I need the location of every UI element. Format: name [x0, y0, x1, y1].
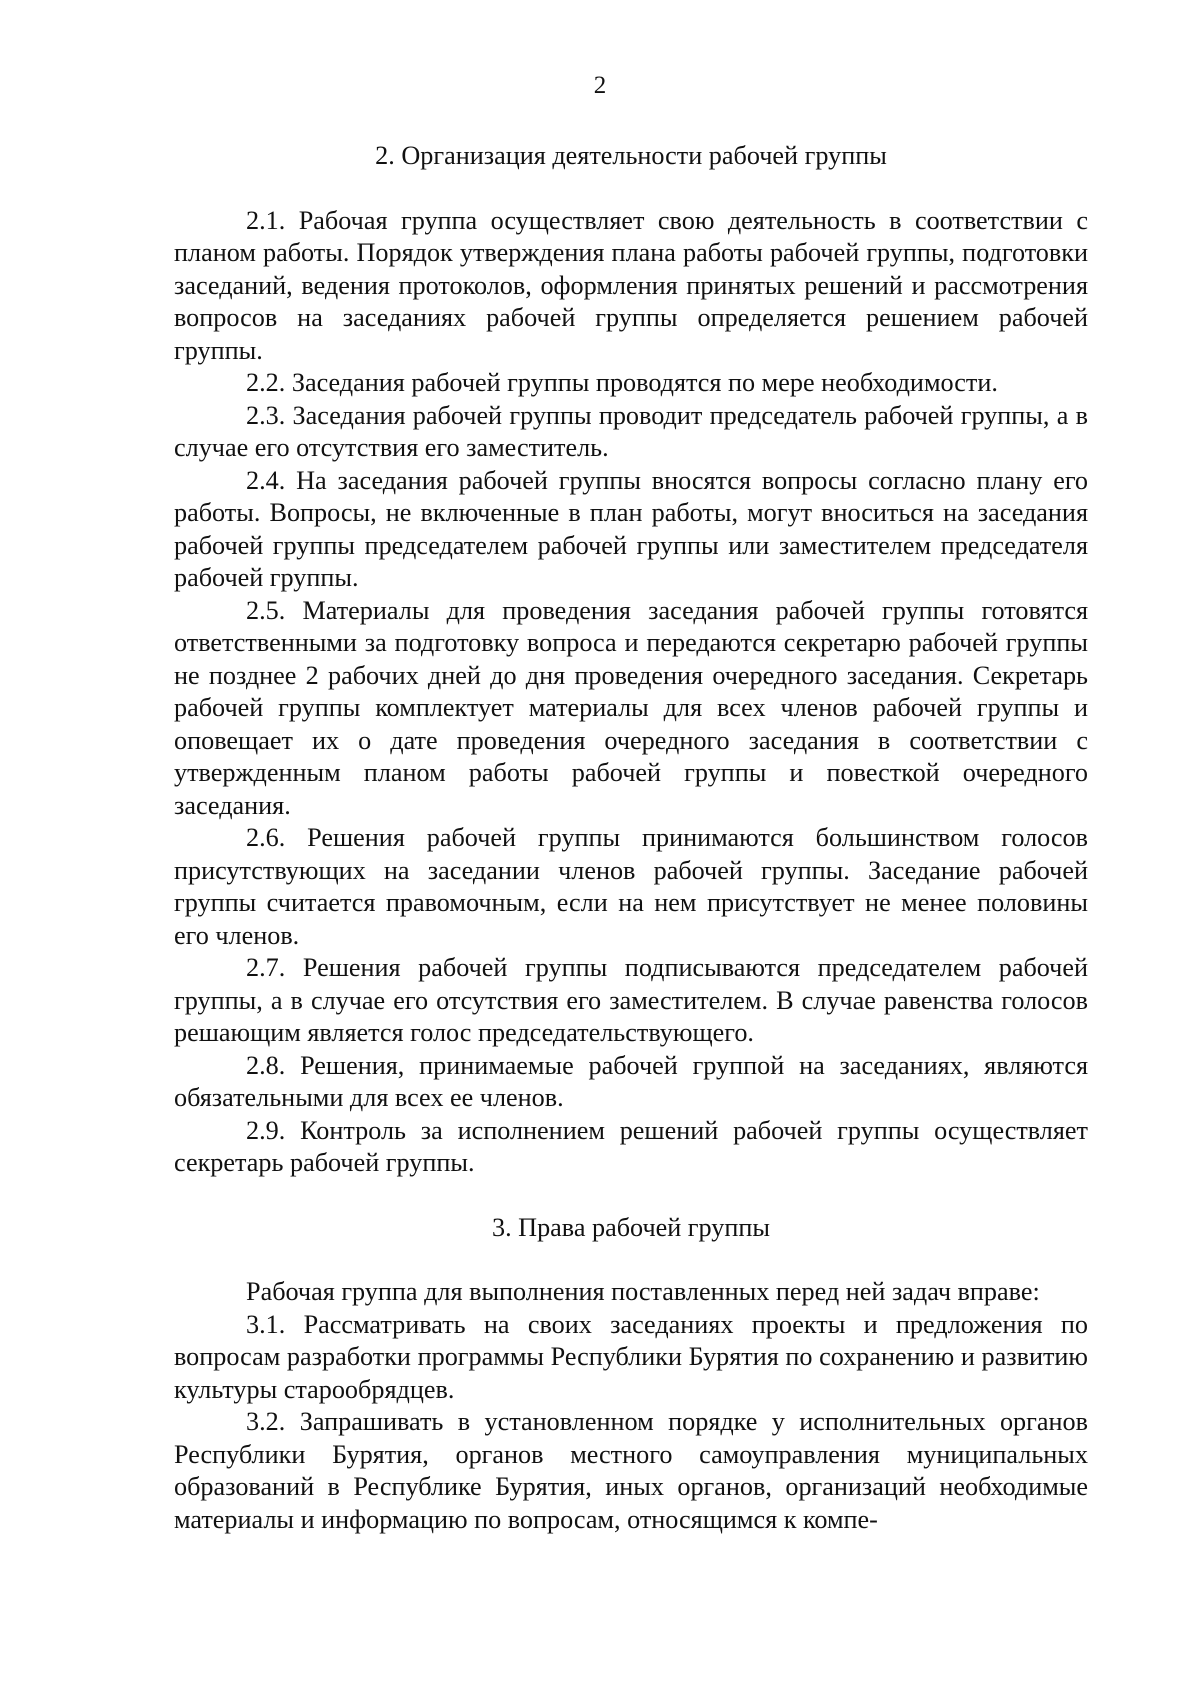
section-2-title: 2. Организация деятельности рабочей группы	[375, 141, 887, 170]
page-number: 2	[593, 72, 607, 99]
section-3-title: 3. Права рабочей группы	[491, 1212, 771, 1242]
paragraph-2-5: 2.5. Материалы для проведения заседания рабочей группы готовятся ответственными за подготовку вопроса и передаются секретарю рабочей группы не позднее 2 рабочих дней до дня проведения очередного заседания. Секретарь рабочей группы комплектует материалы для всех членов рабочей группы и оповещает их о дате проведения очередного заседания в соответствии с утвержденным планом работы рабочей группы и повесткой очередного заседания.	[174, 595, 1088, 820]
paragraph-3-1: 3.1. Рассматривать на своих заседаниях проекты и предложения по вопросам разработки программы Республики Бурятия по сохранению и развитию культуры старообрядцев.	[174, 1309, 1088, 1404]
paragraph-2-3: 2.3. Заседания рабочей группы проводит председатель рабочей группы, а в случае его отсутствия его заместитель.	[174, 400, 1088, 462]
paragraph-2-6: 2.6. Решения рабочей группы принимаются большинством голосов присутствующих на заседании членов рабочей группы. Заседание рабочей группы считается правомочным, если на нем присутствует не менее половины его членов.	[174, 823, 1088, 950]
paragraph-2-4: 2.4. На заседания рабочей группы вносятся вопросы согласно плану его работы. Вопросы, не включенные в план работы, могут вноситься на заседания рабочей группы председателем рабочей группы или заместителем председателя рабочей группы.	[174, 465, 1088, 592]
paragraph-2-7: 2.7. Решения рабочей группы подписываются председателем рабочей группы, а в случае его отсутствия его заместителем. В случае равенства голосов решающим является голос председательствующего.	[174, 953, 1088, 1047]
paragraph-2-1: 2.1. Рабочая группа осуществляет свою деятельность в соответствии с планом работы. Порядок утверждения плана работы рабочей группы, подготовки заседаний, ведения протоколов, оформления принятых решений и рассмотрения вопросов на заседаниях рабочей группы определяется решением рабочей группы.	[174, 205, 1088, 365]
paragraph-2-9: 2.9. Контроль за исполнением решений рабочей группы осуществляет секретарь рабочей группы.	[174, 1115, 1088, 1177]
paragraph-2-2: 2.2. Заседания рабочей группы проводятся по мере необходимости.	[246, 368, 998, 397]
paragraph-2-8: 2.8. Решения, принимаемые рабочей группой на заседаниях, являются обязательными для всех ее членов.	[174, 1050, 1088, 1112]
paragraph-3-2: 3.2. Запрашивать в установленном порядке у исполнительных органов Республики Бурятия, органов местного самоуправления муниципальных образований в Республике Бурятия, иных органов, организаций необходимые материалы и информацию по вопросам, относящимся к компе-	[174, 1407, 1088, 1534]
document-body	[174, 140, 1088, 1536]
section-3-intro: Рабочая группа для выполнения поставленных перед ней задач вправе:	[246, 1277, 1040, 1306]
